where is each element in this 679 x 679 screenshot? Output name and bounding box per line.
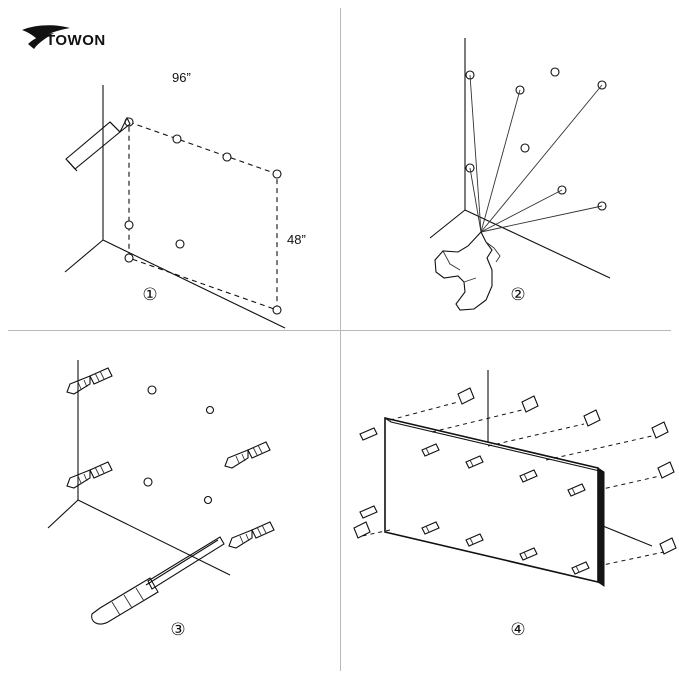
step-2-number: ② [510, 285, 526, 304]
dimension-width-label: 96” [172, 70, 191, 85]
dimension-height-label: 48” [287, 232, 306, 247]
step-3-illustration [0, 340, 340, 640]
drill-icon [435, 232, 500, 310]
pencil-icon [66, 118, 130, 171]
anchor-screw-group [67, 368, 274, 548]
step-3-number: ③ [170, 620, 186, 639]
step-1-illustration [0, 40, 340, 330]
screw-group-left [360, 428, 377, 518]
step-1-number: ① [142, 285, 158, 304]
brand-name: TOWON [46, 32, 106, 49]
step-2-illustration [340, 20, 679, 330]
screwdriver-icon [92, 537, 224, 624]
step-4-illustration [340, 340, 679, 640]
step-4-number: ④ [510, 620, 526, 639]
